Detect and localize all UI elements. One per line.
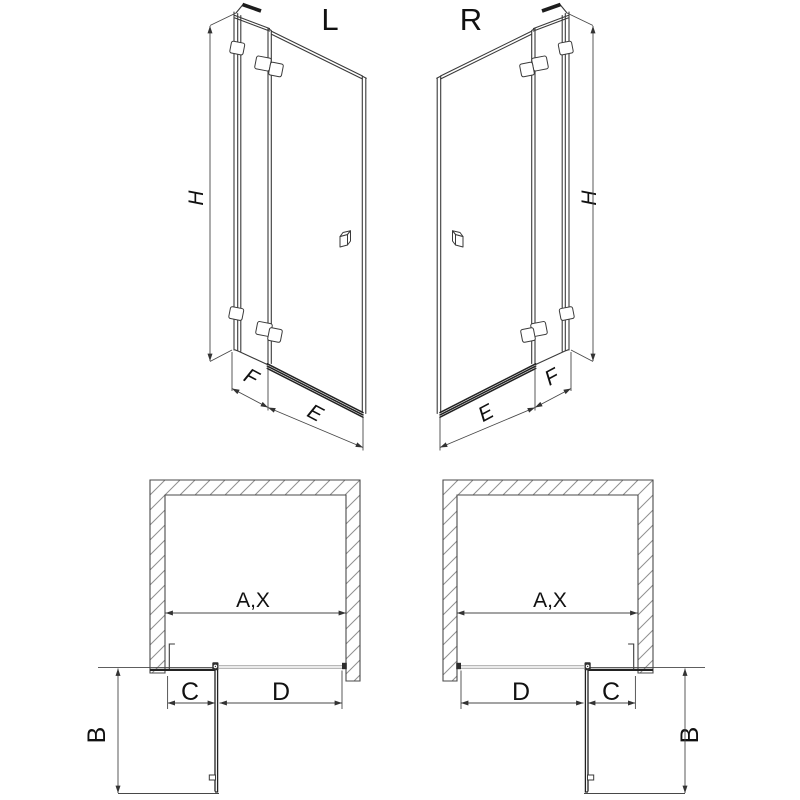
hinge-bottom-door xyxy=(520,327,535,342)
plan-dim-extensions xyxy=(461,671,685,794)
label-c-left: C xyxy=(180,678,200,706)
plan-dim-extensions xyxy=(118,671,342,794)
dim-extension-lines xyxy=(210,13,363,451)
label-variant-left: L xyxy=(321,2,339,37)
dim-line-fixed-width xyxy=(535,389,571,408)
wall-profile-plan xyxy=(629,644,634,670)
frame-and-glass-lines xyxy=(234,5,366,414)
wall-bracket-bottom xyxy=(559,306,575,320)
pivot-dot xyxy=(587,666,588,667)
wall-hatched xyxy=(150,480,360,681)
rail-wall-bracket xyxy=(342,663,347,669)
label-c-right: C xyxy=(601,678,621,706)
open-door-plan xyxy=(585,669,588,793)
support-bar-end xyxy=(243,5,262,12)
door-handle-plan xyxy=(209,775,215,780)
door-handle-plan xyxy=(588,775,594,780)
label-door-width-left: E xyxy=(303,399,327,427)
label-opening-right: A,X xyxy=(533,589,567,612)
support-bar-end xyxy=(542,5,561,12)
hinge-top-door xyxy=(519,62,534,77)
wall-hatched xyxy=(443,480,653,681)
frame-and-glass-lines xyxy=(437,5,569,414)
door-handle xyxy=(453,231,464,247)
label-fixed-width-right: F xyxy=(540,364,564,391)
label-d-left: D xyxy=(271,678,291,706)
plan-left xyxy=(98,480,360,794)
label-door-width-right: E xyxy=(474,399,498,427)
wall-bracket-top xyxy=(229,41,245,55)
rail-wall-bracket xyxy=(456,663,461,669)
label-b-right: B xyxy=(676,726,704,744)
wall-profile-plan xyxy=(169,644,174,670)
label-d-right: D xyxy=(511,678,531,706)
open-door-plan xyxy=(215,669,218,793)
label-variant-right: R xyxy=(459,2,483,37)
label-height-left: H xyxy=(185,190,208,206)
hinge-top-door xyxy=(268,62,283,77)
label-opening-left: A,X xyxy=(236,589,270,612)
hinge-bottom-door xyxy=(267,327,282,342)
label-b-left: B xyxy=(83,726,111,744)
label-fixed-width-left: F xyxy=(239,364,263,391)
dim-extension-lines xyxy=(440,13,593,451)
door-rail-plan xyxy=(459,666,584,669)
wall-bracket-bottom xyxy=(228,306,244,320)
dim-line-fixed-width xyxy=(232,389,268,408)
door-rail-plan xyxy=(219,666,344,669)
label-height-right: H xyxy=(578,190,601,206)
door-handle xyxy=(340,231,351,247)
pivot-dot xyxy=(215,666,216,667)
elevation-right xyxy=(437,5,593,451)
elevation-left xyxy=(210,5,366,451)
wall-bracket-top xyxy=(558,41,574,55)
plan-right xyxy=(443,480,705,794)
